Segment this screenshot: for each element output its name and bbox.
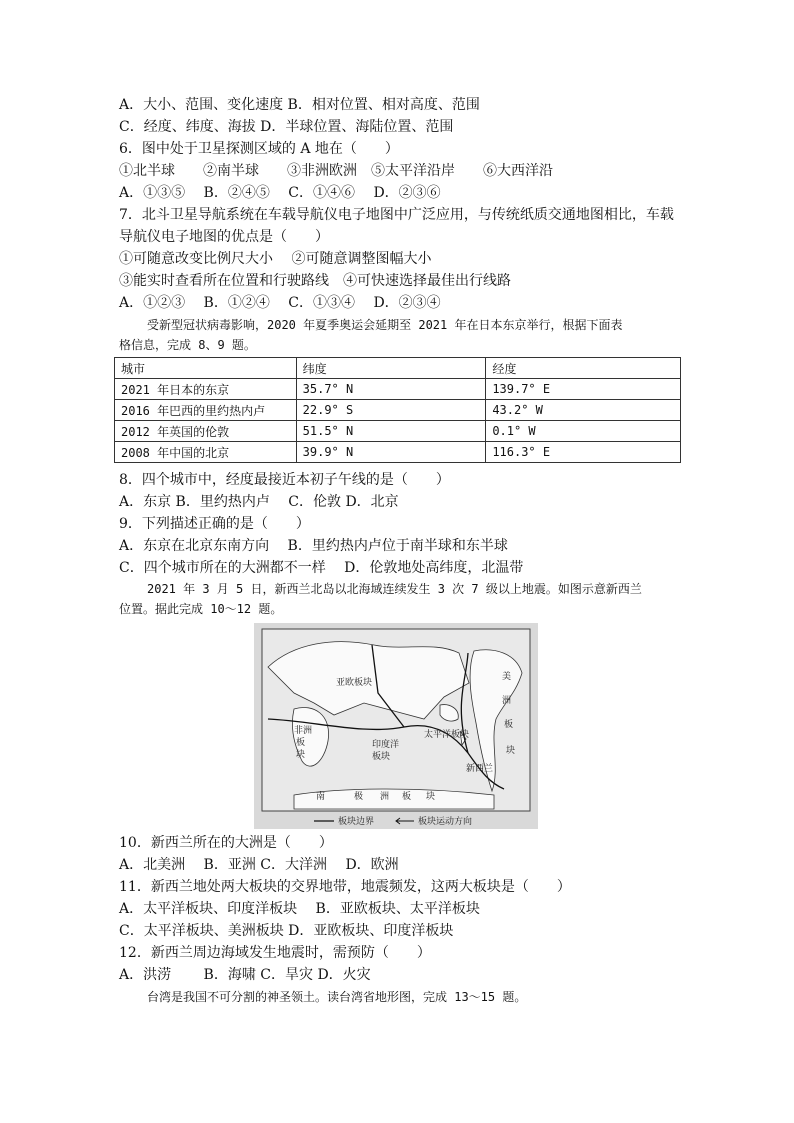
- cell-latitude: 39.9° N: [296, 442, 486, 463]
- question-6-options: ①北半球 ②南半球 ③非洲欧洲 ⑤太平洋沿岸 ⑥大西洋沿: [119, 163, 553, 179]
- question-12-answers: A．洪涝 B．海啸 C．旱灾 D．火灾: [119, 967, 371, 983]
- label-america-4: 块: [506, 746, 516, 756]
- option-line: C．经度、纬度、海拔 D．半球位置、海陆位置、范围: [119, 119, 454, 135]
- cell-city: 2008 年中国的北京: [115, 442, 297, 463]
- question-8: 8．四个城市中，经度最接近本初子午线的是（ ）: [119, 472, 450, 488]
- label-pacific-plate: 太平洋板块: [424, 730, 470, 740]
- table-row: [115, 442, 681, 463]
- legend-motion-label: 板块运动方向: [418, 817, 473, 827]
- cell-longitude: 43.2° W: [486, 400, 681, 421]
- intro-taiwan: 台湾是我国不可分割的神圣领土。读台湾省地形图，完成 13～15 题。: [147, 990, 527, 1004]
- label-america-1: 美: [502, 672, 512, 682]
- intro-covid-line-2: 格信息，完成 8、9 题。: [119, 338, 256, 352]
- label-america-3: 板: [504, 720, 514, 730]
- label-africa-1: 非洲: [294, 726, 313, 736]
- question-6: 6．图中处于卫星探测区域的 A 地在（ ）: [119, 141, 399, 157]
- label-eurasia-plate: 亚欧板块: [336, 678, 373, 688]
- label-africa-3: 块: [296, 750, 306, 760]
- question-7-line-2: 导航仪电子地图的优点是（ ）: [119, 229, 329, 245]
- question-7-options-2: ③能实时查看所在位置和行驶路线 ④可快速选择最佳出行线路: [119, 273, 511, 289]
- table-row: [115, 400, 681, 421]
- header-city: 城市: [115, 358, 297, 379]
- question-9-options-ab: A．东京在北京东南方向 B．里约热内卢位于南半球和东半球: [119, 538, 508, 554]
- cell-latitude: 35.7° N: [296, 379, 486, 400]
- question-7-answers: A．①②③ B．①②④ C．①③④ D．②③④: [119, 295, 441, 311]
- question-10: 10．新西兰所在的大洲是（ ）: [119, 835, 333, 851]
- label-indian-1: 印度洋: [372, 740, 400, 750]
- label-antarctic-2: 极: [354, 792, 364, 802]
- header-longitude: 经度: [486, 358, 681, 379]
- cell-longitude: 116.3° E: [486, 442, 681, 463]
- label-africa-2: 板: [296, 738, 306, 748]
- question-10-answers: A．北美洲 B．亚洲 C．大洋洲 D．欧洲: [119, 857, 399, 873]
- label-antarctic-3: 洲: [380, 792, 390, 802]
- cell-city: 2012 年英国的伦敦: [115, 421, 297, 442]
- question-11-options-cd: C．太平洋板块、美洲板块 D．亚欧板块、印度洋板块: [119, 923, 454, 939]
- legend-boundary-label: 板块边界: [338, 817, 375, 827]
- label-antarctic-5: 块: [426, 792, 436, 802]
- plate-map: [254, 623, 538, 829]
- label-antarctic-4: 板: [402, 792, 412, 802]
- intro-nz-line-2: 位置。据此完成 10～12 题。: [119, 602, 283, 616]
- question-11-options-ab: A．太平洋板块、印度洋板块 B．亚欧板块、太平洋板块: [119, 901, 480, 917]
- intro-covid-line-1: 受新型冠状病毒影响，2020 年夏季奥运会延期至 2021 年在日本东京举行，根据下面表: [147, 318, 623, 332]
- table-row: [115, 379, 681, 400]
- table-header-row: [115, 358, 681, 379]
- question-9: 9．下列描述正确的是（ ）: [119, 516, 310, 532]
- cell-longitude: 139.7° E: [486, 379, 681, 400]
- question-12: 12．新西兰周边海域发生地震时，需预防（ ）: [119, 945, 431, 961]
- cell-latitude: 22.9° S: [296, 400, 486, 421]
- cities-table: [114, 357, 681, 463]
- question-7-line-1: 7．北斗卫星导航系统在车载导航仪电子地图中广泛应用，与传统纸质交通地图相比，车载: [119, 207, 674, 223]
- question-9-options-cd: C．四个城市所在的大洲都不一样 D．伦敦地处高纬度，北温带: [119, 560, 524, 576]
- label-new-zealand: 新西兰: [466, 764, 494, 774]
- cell-latitude: 51.5° N: [296, 421, 486, 442]
- question-7-options-1: ①可随意改变比例尺大小 ②可随意调整图幅大小: [119, 251, 432, 267]
- cell-city: 2021 年日本的东京: [115, 379, 297, 400]
- label-antarctic-1: 南: [316, 792, 326, 802]
- table-row: [115, 421, 681, 442]
- header-latitude: 纬度: [296, 358, 486, 379]
- legend-arrow-icon: [396, 818, 414, 824]
- plate-map-figure: [254, 623, 538, 829]
- cell-city: 2016 年巴西的里约热内卢: [115, 400, 297, 421]
- question-11: 11．新西兰地处两大板块的交界地带，地震频发，这两大板块是（ ）: [119, 879, 571, 895]
- option-line: A．大小、范围、变化速度 B．相对位置、相对高度、范围: [119, 97, 480, 113]
- label-america-2: 洲: [502, 696, 512, 706]
- label-indian-2: 板块: [372, 752, 391, 762]
- intro-nz-line-1: 2021 年 3 月 5 日，新西兰北岛以北海域连续发生 3 次 7 级以上地震。如图示意新西兰: [147, 582, 642, 596]
- cell-longitude: 0.1° W: [486, 421, 681, 442]
- question-6-answers: A．①③⑤ B．②④⑤ C．①④⑥ D．②③⑥: [119, 185, 441, 201]
- question-8-answers: A．东京 B．里约热内卢 C．伦敦 D．北京: [119, 494, 399, 510]
